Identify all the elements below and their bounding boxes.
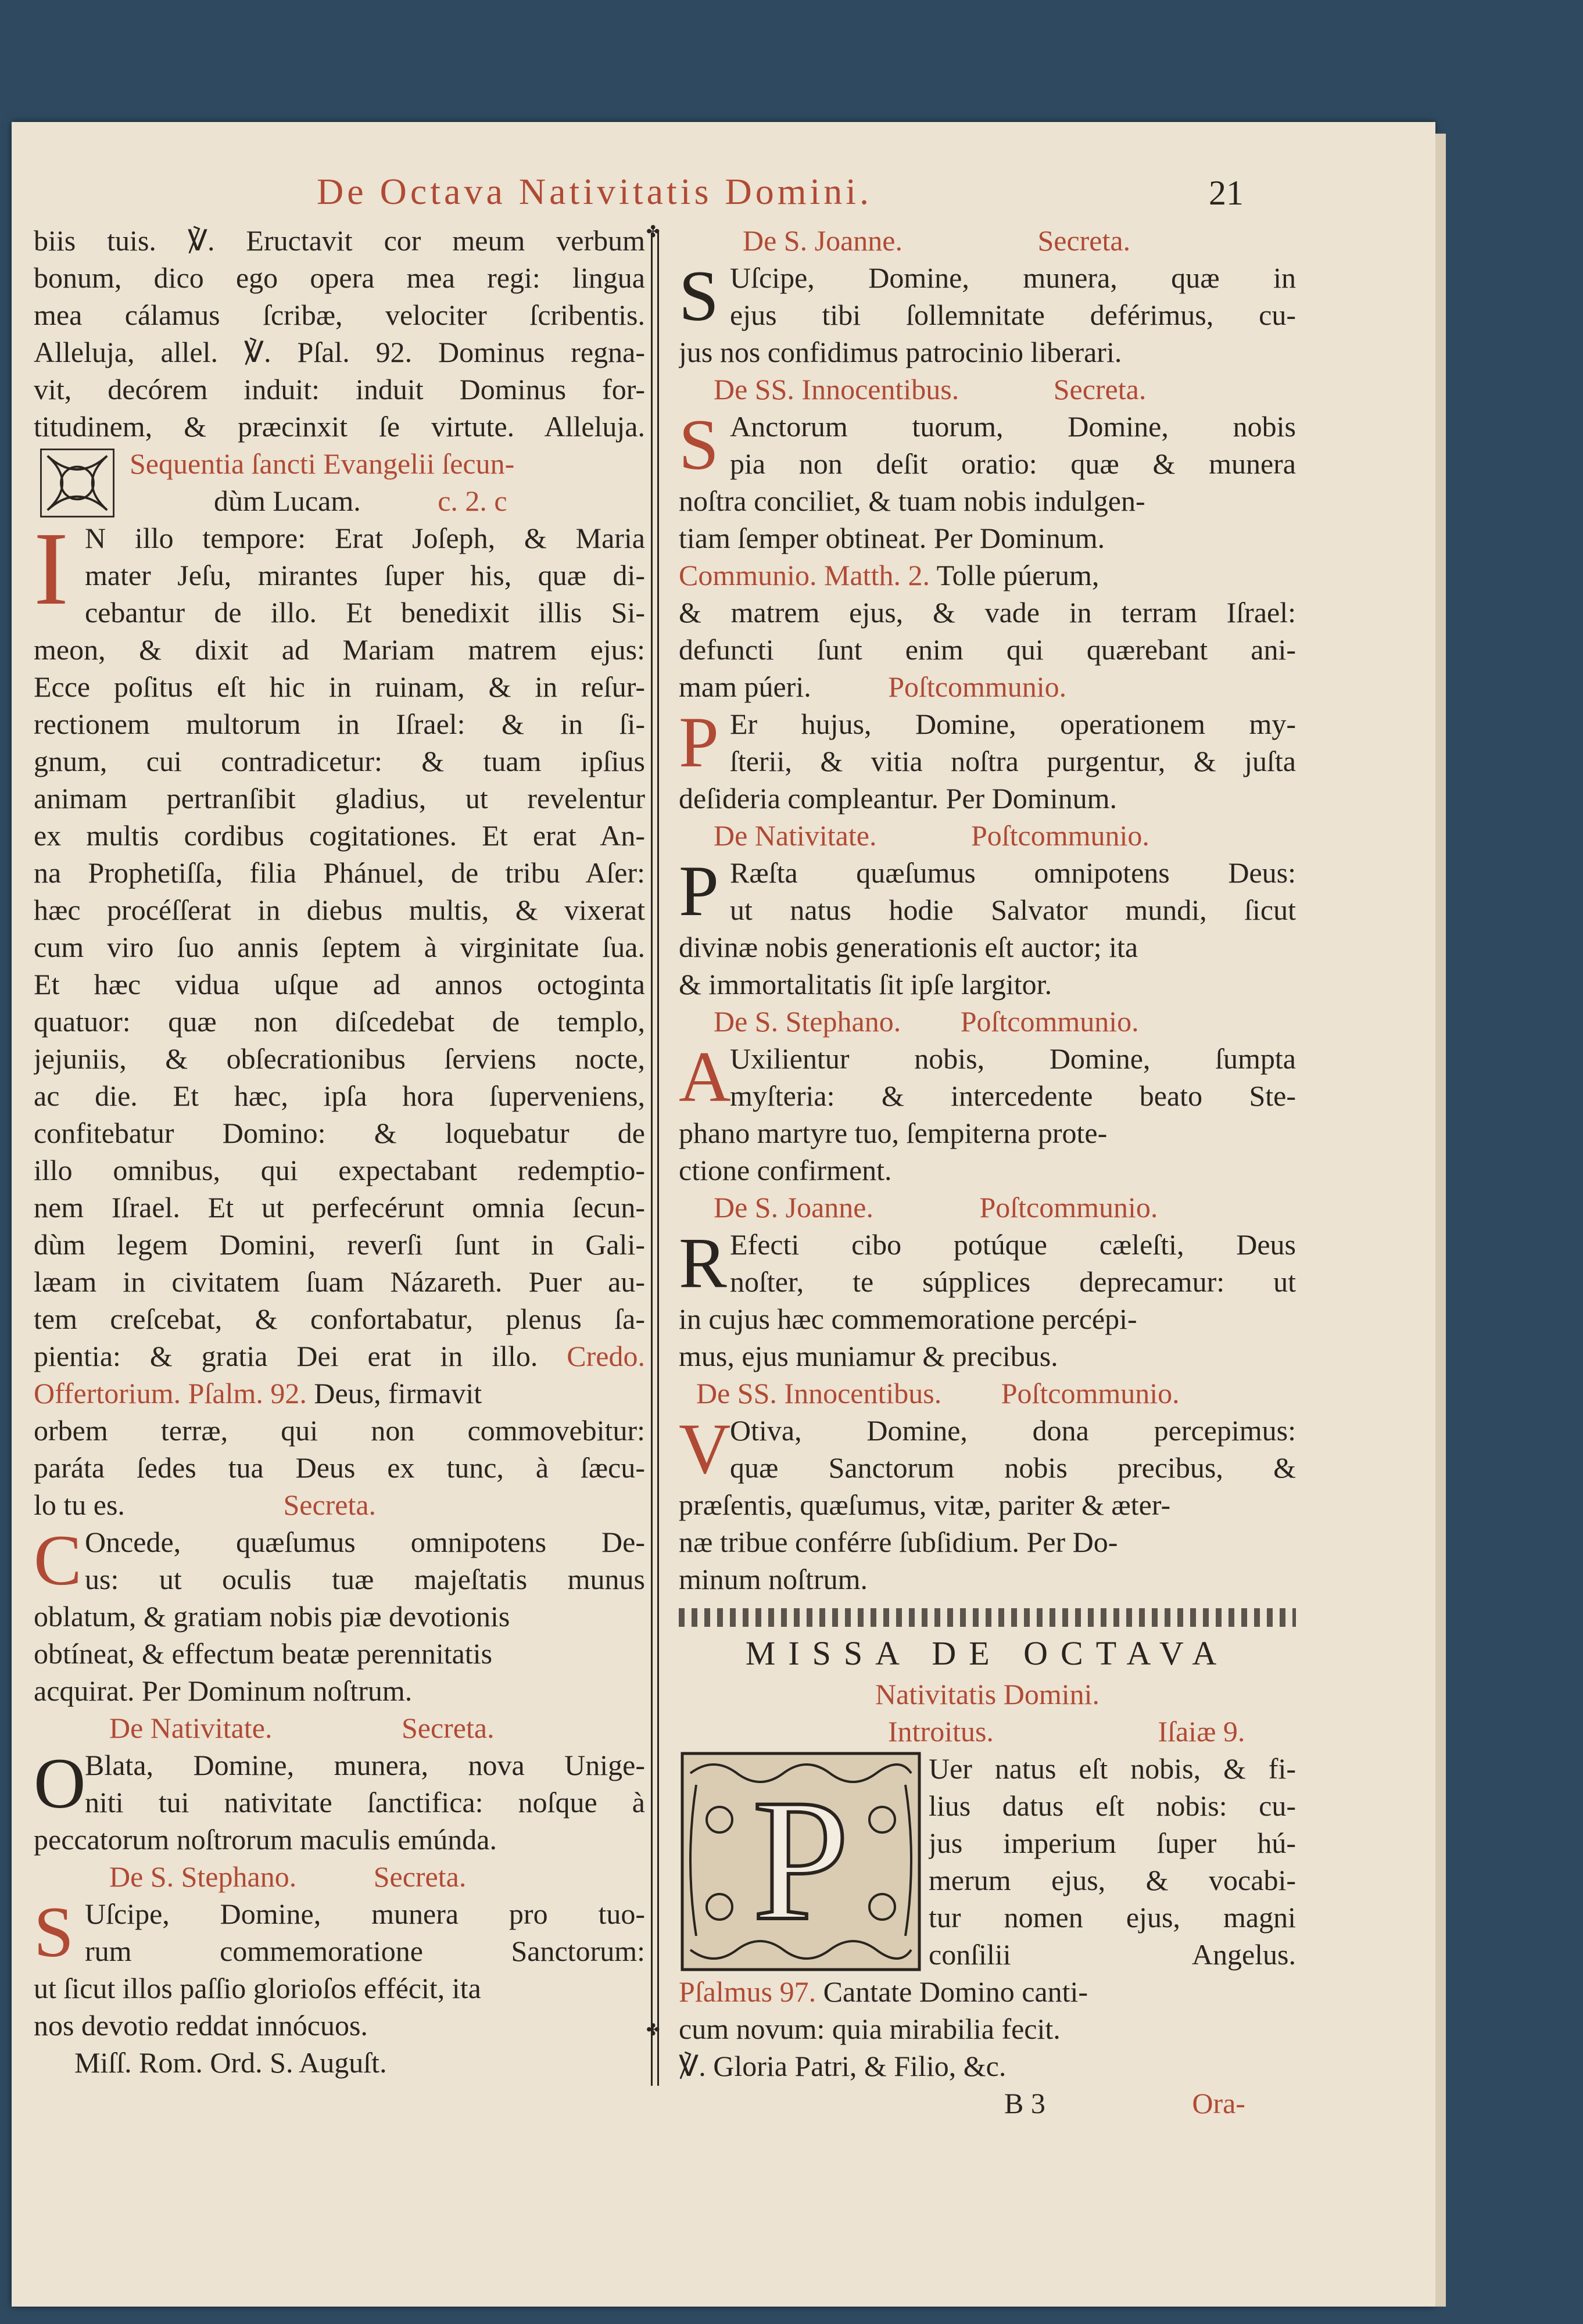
rubric-nativitate-post <box>679 817 1296 854</box>
drop-cap: A <box>679 1037 731 1117</box>
text-line: merum ejus, & vocabi- <box>929 1864 1296 1896</box>
drop-cap: C <box>34 1520 82 1600</box>
text-line: orbem terræ, qui non commovebitur: <box>34 1414 645 1447</box>
drop-cap: P <box>679 702 719 782</box>
text-line: biis tuis. ℣. Eructavit cor meum verbum <box>34 224 645 257</box>
text-line: in cujus hæc commemoratione percépi- <box>679 1303 1137 1335</box>
text-line: næ tribue conférre ſubſidium. Per Do- <box>679 1526 1118 1558</box>
rubric-stephano <box>34 1858 645 1895</box>
rubric-right: Poſtcommunio. <box>1001 1377 1180 1410</box>
sequentia-lucam: dùm Lucam. <box>214 485 361 517</box>
drop-cap: V <box>679 1409 731 1489</box>
text-line: Uxilientur nobis, Domine, ſumpta <box>730 1042 1296 1075</box>
catchword: Ora- <box>1192 2087 1245 2119</box>
sequentia-line: Sequentia ſancti Evangelii ſecun- <box>130 447 515 480</box>
text-line: Uſcipe, Domine, munera, quæ in <box>730 261 1296 294</box>
ornamental-border <box>679 1608 1296 1627</box>
text-line: na Prophetiſſa, filia Phánuel, de tribu Aſer: <box>34 856 645 889</box>
innocentibus-block <box>679 405 1296 485</box>
rubric-right: Secreta. <box>1053 373 1147 406</box>
right-column <box>679 222 1296 2122</box>
rubric-left: De SS. Innocentibus. <box>696 1377 942 1410</box>
text-line: Cantate Domino canti- <box>823 1975 1088 2008</box>
source-note: Miſſ. Rom. Ord. S. Auguſt. <box>74 2046 387 2079</box>
innocentibus-post-block <box>679 1409 1296 1489</box>
text-line: Blata, Domine, munera, nova Unige- <box>85 1749 645 1781</box>
credo-rubric: Credo. <box>567 1340 645 1372</box>
text-line: rectionem multorum in Iſrael: & in ſi- <box>34 708 645 740</box>
decorated-initial-p-icon <box>679 1750 923 1973</box>
text-line: Et hæc vidua uſque ad annos octoginta <box>34 968 645 1000</box>
text-line: ejus tibi ſollemnitate deférimus, cu- <box>730 299 1296 331</box>
column-rule <box>651 232 659 2086</box>
rubric-right: Secreta. <box>373 1860 467 1893</box>
text-line: & immortalitatis ſit ipſe largitor. <box>679 968 1052 1000</box>
text-line: mea cálamus ſcribæ, velociter ſcribentis. <box>34 299 645 331</box>
rubric-innocentibus-post <box>679 1375 1296 1412</box>
text-line: læam in civitatem ſuam Názareth. Puer au- <box>34 1265 645 1298</box>
signature-mark: B 3 <box>1004 2087 1045 2119</box>
text-line: quatuor: quæ non diſcedebat de templo, <box>34 1005 645 1038</box>
text-line: gnum, cui contradicetur: & tuam ipſius <box>34 745 645 777</box>
nativitate-post-block <box>679 851 1296 931</box>
rubric-innocentibus <box>679 371 1296 408</box>
text-line: confitebatur Domino: & loquebatur de <box>34 1117 645 1149</box>
rubric-right: Secreta. <box>401 1712 495 1744</box>
drop-cap: S <box>679 405 719 485</box>
initial-letter: P <box>752 1763 850 1956</box>
text-line: minum noſtrum. <box>679 1563 868 1595</box>
text-line: tem creſcebat, & confortabatur, plenus ſa- <box>34 1303 645 1335</box>
text-line: ac die. Et hæc, ipſa hora ſuperveniens, <box>34 1079 645 1112</box>
text-line: us: ut oculis tuæ majeſtatis munus <box>85 1563 645 1595</box>
text-line: Tolle púerum, <box>936 559 1099 591</box>
text-line: ℣. Gloria Patri, & Filio, &c. <box>679 2050 1007 2082</box>
drop-cap: R <box>679 1223 727 1303</box>
rule-ornament-icon: ✤ <box>646 2020 660 2039</box>
stephano-post-block <box>679 1037 1296 1117</box>
sequentia-ref: c. 2. c <box>438 485 507 517</box>
text-line: & matrem ejus, & vade in terram Iſrael: <box>679 596 1296 629</box>
postcommunio-block <box>679 702 1296 782</box>
rubric-stephano-post <box>679 1003 1296 1040</box>
rubric-joanne <box>679 222 1296 259</box>
text-line: conſilii Angelus. <box>929 1938 1296 1971</box>
text-line: præſentis, quæſumus, vitæ, pariter & æter- <box>679 1489 1171 1521</box>
introit-ref: Iſaiæ 9. <box>1158 1715 1245 1748</box>
text-line: Efecti cibo potúque cæleſti, Deus <box>730 1228 1296 1261</box>
secreta-block <box>34 1520 645 1600</box>
rubric-left: De S. Joanne. <box>743 224 902 257</box>
folio-number: 21 <box>1209 174 1244 212</box>
text-line: lius datus eſt nobis: cu- <box>929 1789 1296 1822</box>
text-line: pientia: & gratia Dei erat in illo. <box>34 1340 538 1372</box>
text-line: obtíneat, & effectum beatæ perennitatis <box>34 1637 493 1670</box>
text-line: divinæ nobis generationis eſt auctor; ita <box>679 931 1138 963</box>
text-line: phano martyre tuo, ſempiterna prote- <box>679 1117 1108 1149</box>
text-line: Ræſta quæſumus omnipotens Deus: <box>730 856 1296 889</box>
psalm-rubric: Pſalmus 97. <box>679 1975 816 2008</box>
text-line: Alleluja, allel. ℣. Pſal. 92. Dominus regna- <box>34 336 645 368</box>
communio-rubric: Communio. Matth. 2. <box>679 559 930 591</box>
stephano-block <box>34 1892 645 1972</box>
rubric-left: De SS. Innocentibus. <box>714 373 959 406</box>
text-line: noſter, te súpplices deprecamur: ut <box>730 1265 1296 1298</box>
text-line: titudinem, & præcinxit ſe virtute. Alleluja. <box>34 410 645 443</box>
postcommunio-rubric: Poſtcommunio. <box>888 670 1067 703</box>
text-line: mater Jeſu, mirantes ſuper his, quæ di- <box>85 559 645 591</box>
left-column <box>34 222 645 2081</box>
rubric-left: De S. Joanne. <box>714 1191 873 1224</box>
rubric-right: Secreta. <box>1037 224 1131 257</box>
text-line: defuncti ſunt enim qui quærebant ani- <box>679 633 1296 666</box>
drop-cap: S <box>679 256 719 336</box>
rubric-left: De Nativitate. <box>714 819 877 852</box>
text-line: Ecce poſitus eſt hic in ruinam, & in reſur- <box>34 670 645 703</box>
text-line: Deus, firmavit <box>314 1377 482 1410</box>
text-line: mam púeri. <box>679 670 811 703</box>
missa-title: MISSA DE OCTAVA <box>745 1634 1230 1672</box>
missa-subtitle: Nativitatis Domini. <box>875 1678 1100 1710</box>
rubric-left: De Nativitate. <box>109 1712 273 1744</box>
text-line: niti tui nativitate ſanctifica: noſque à <box>85 1786 645 1819</box>
text-line: ex multis cordibus cogitationes. Et erat An- <box>34 819 645 852</box>
text-line: oblatum, & gratiam nobis piæ devotionis <box>34 1600 510 1633</box>
running-title: De Octava Nativitatis Domini. <box>317 171 873 212</box>
text-line: peccatorum noſtrorum maculis emúnda. <box>34 1823 497 1856</box>
text-line: ut natus hodie Salvator mundi, ſicut <box>730 894 1296 926</box>
text-line: Uer natus eſt nobis, & fi- <box>929 1752 1296 1785</box>
text-line: jejuniis, & obſecrationibus ſerviens nocte, <box>34 1042 645 1075</box>
text-line: Anctorum tuorum, Domine, nobis <box>730 410 1296 443</box>
rubric-right: Poſtcommunio. <box>979 1191 1158 1224</box>
text-line: illo omnibus, qui expectabant redemptio- <box>34 1154 645 1186</box>
rubric-nativitate <box>34 1709 645 1746</box>
text-line: quæ Sanctorum nobis precibus, & <box>730 1451 1296 1484</box>
text-line: pia non deſit oratio: quæ & munera <box>730 447 1296 480</box>
page-edge <box>1435 134 1446 2307</box>
joanne-block <box>679 256 1296 336</box>
nativitate-block <box>34 1746 645 1821</box>
text-line: cebantur de illo. Et benedixit illis Si- <box>85 596 645 629</box>
drop-cap: S <box>34 1892 74 1972</box>
drop-cap: I <box>34 511 69 626</box>
text-line: rum commemoratione Sanctorum: <box>85 1935 645 1967</box>
text-line: nos devotio reddat innócuos. <box>34 2009 368 2042</box>
introit-rubric: Introitus. <box>888 1715 994 1748</box>
rubric-right: Poſtcommunio. <box>970 819 1149 852</box>
introit-block <box>679 1750 1296 1973</box>
rubric-joanne-post <box>679 1189 1296 1226</box>
text-line: mus, ejus muniamur & precibus. <box>679 1340 1058 1372</box>
text-line: dùm legem Domini, reverſi ſunt in Gali- <box>34 1228 645 1261</box>
text-line: noſtra conciliet, & tuam nobis indulgen- <box>679 485 1145 517</box>
text-line: Er hujus, Domine, operationem my- <box>730 708 1296 740</box>
text-line: ctione confirment. <box>679 1154 892 1186</box>
text-line: lo tu es. <box>34 1489 125 1521</box>
text-line: ſterii, & vitia noſtra purgentur, & juſta <box>730 745 1296 777</box>
text-line: cum viro ſuo annis ſeptem à virginitate ſua. <box>34 931 645 963</box>
text-line: animam pertranſibit gladius, ut revelentur <box>34 782 645 815</box>
text-line: myſteria: & intercedente beato Ste- <box>730 1079 1296 1112</box>
secreta-rubric: Secreta. <box>283 1489 377 1521</box>
text-line: Otiva, Domine, dona percepimus: <box>730 1414 1296 1447</box>
text-line: paráta ſedes tua Deus ex tunc, à ſæcu- <box>34 1451 645 1484</box>
gospel-block <box>34 511 645 631</box>
text-line: jus nos confidimus patrocinio liberari. <box>679 336 1122 368</box>
text-line: Oncede, quæſumus omnipotens De- <box>85 1526 645 1558</box>
joanne-post-block <box>679 1223 1296 1303</box>
text-line: Uſcipe, Domine, munera pro tuo- <box>85 1898 645 1930</box>
text-line: nem Iſrael. Et ut perfecérunt omnia ſecun- <box>34 1191 645 1224</box>
text-line: tur nomen ejus, magni <box>929 1901 1296 1934</box>
text-line: jus imperium ſuper hú- <box>929 1827 1296 1859</box>
text-line: cum novum: quia mirabilia fecit. <box>679 2013 1061 2045</box>
rubric-left: De S. Stephano. <box>714 1005 901 1038</box>
drop-cap: O <box>34 1744 86 1823</box>
text-line: meon, & dixit ad Mariam matrem ejus: <box>34 633 645 666</box>
text-line: bonum, dico ego opera mea regi: lingua <box>34 261 645 294</box>
text-line: deſideria compleantur. Per Dominum. <box>679 782 1117 815</box>
text-line: N illo tempore: Erat Joſeph, & Maria <box>85 522 645 554</box>
text-line: acquirat. Per Dominum noſtrum. <box>34 1674 413 1707</box>
drop-cap: P <box>679 851 719 931</box>
rubric-left: De S. Stephano. <box>109 1860 297 1893</box>
text-line: vit, decórem induit: induit Dominus for- <box>34 373 645 406</box>
sequentia-block <box>34 445 645 519</box>
text-line: tiam ſemper obtineat. Per Dominum. <box>679 522 1105 554</box>
rubric-right: Poſtcommunio. <box>960 1005 1139 1038</box>
offertory-rubric: Offertorium. Pſalm. 92. <box>34 1377 307 1410</box>
text-line: hæc procéſſerat in diebus multis, & vixerat <box>34 894 645 926</box>
rule-ornament-icon: ✤ <box>646 222 660 241</box>
text-line: ut ſicut illos paſſio glorioſos effécit, ita <box>34 1972 481 2004</box>
